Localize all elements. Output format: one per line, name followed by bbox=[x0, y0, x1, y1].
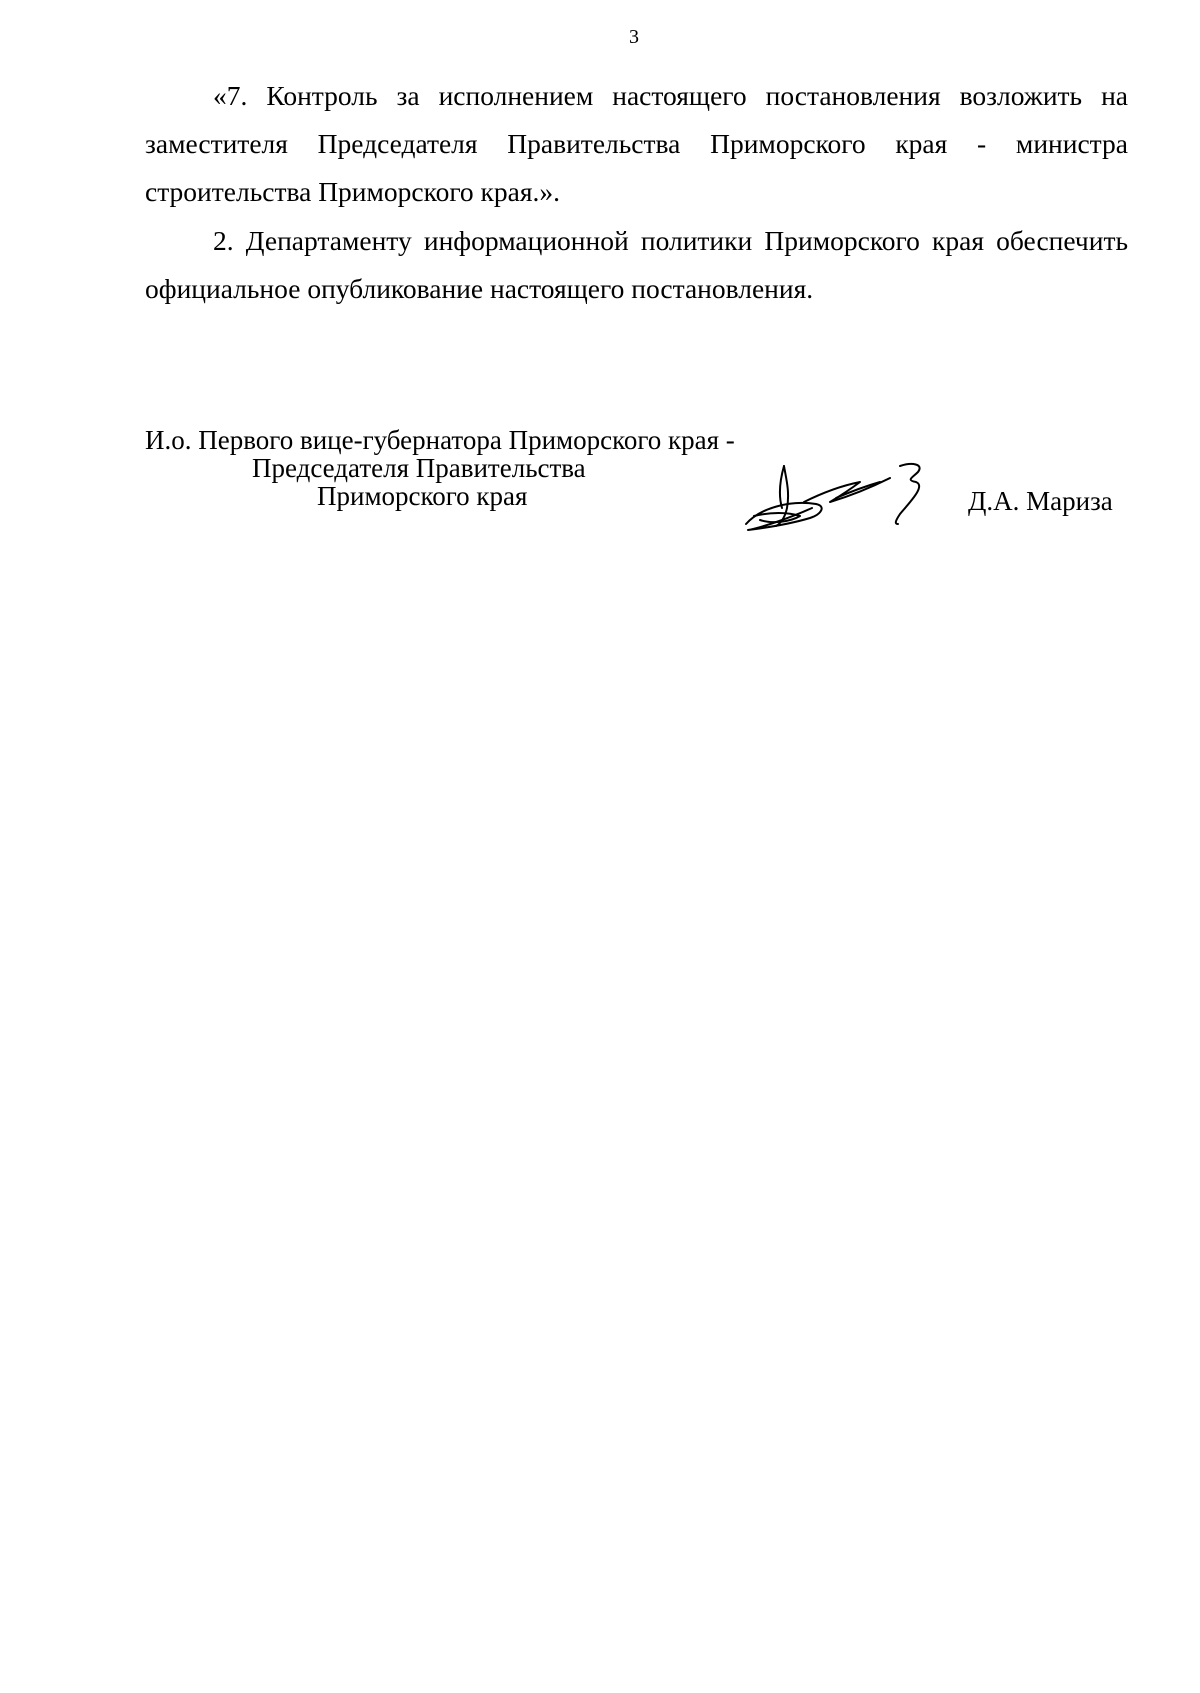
handwritten-signature bbox=[740, 458, 950, 538]
signer-name: Д.А. Мариза bbox=[968, 486, 1113, 516]
page-number: 3 bbox=[629, 26, 639, 48]
signatory-title-line-2: Председателя Правительства bbox=[252, 453, 586, 483]
document-body bbox=[145, 72, 1128, 313]
paragraph-control-clause: «7. Контроль за исполнением настоящего постановления возложить на заместителя Председателя Правительства Приморского края - министра строительства Приморского края.». bbox=[145, 80, 1128, 207]
signatory-title-line-1: И.о. Первого вице-губернатора Приморского края - bbox=[145, 425, 735, 455]
signatory-title-line-3: Приморского края bbox=[317, 481, 528, 511]
paragraph-publication-clause: 2. Департаменту информационной политики Приморского края обеспечить официальное опубликование настоящего постановления. bbox=[145, 225, 1128, 304]
signatory-title bbox=[145, 426, 735, 510]
